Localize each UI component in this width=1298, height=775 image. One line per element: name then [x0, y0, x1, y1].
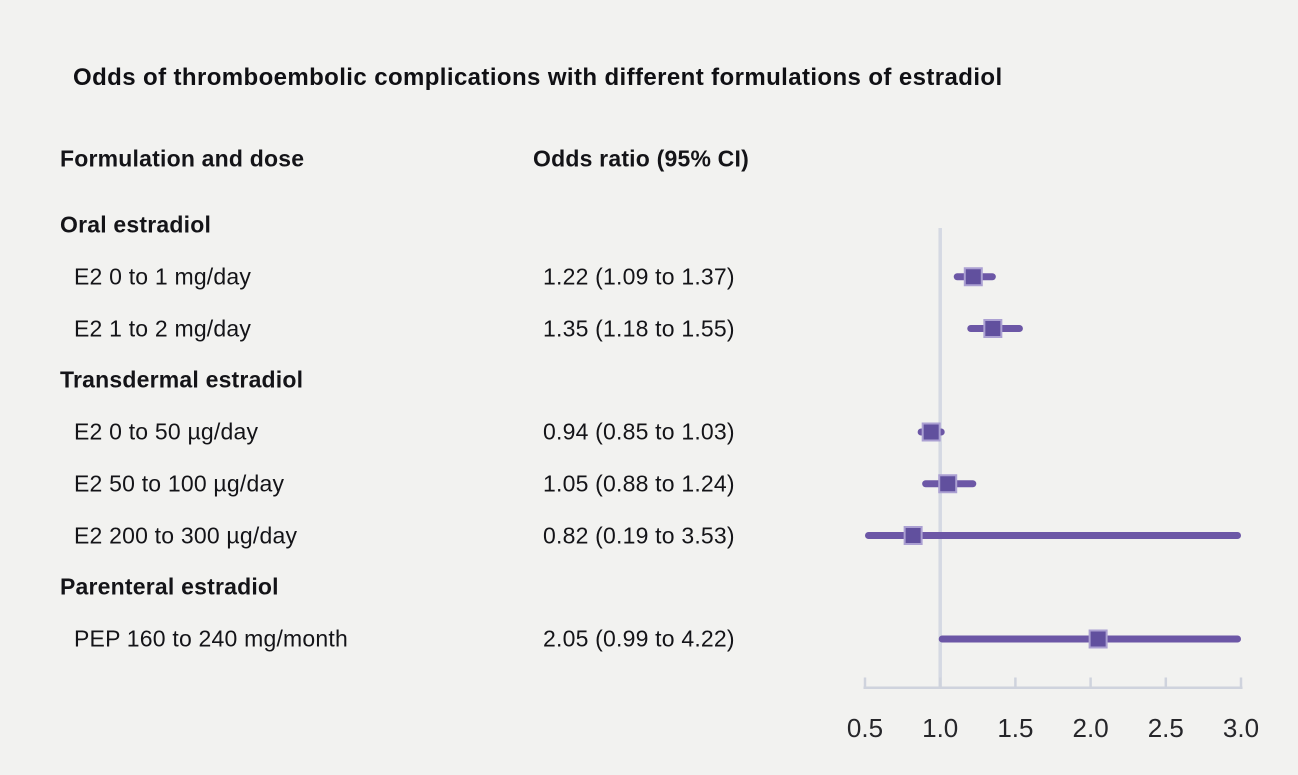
odds-ratio-value: 1.22 (1.09 to 1.37) — [543, 263, 735, 290]
x-axis-tick — [1240, 678, 1243, 687]
or-marker — [984, 320, 1001, 337]
group-header-label: Oral estradiol — [60, 211, 212, 238]
item-label: E2 1 to 2 mg/day — [74, 315, 252, 341]
x-axis-tick-label: 0.5 — [846, 713, 884, 743]
item-label: PEP 160 to 240 mg/month — [74, 625, 348, 652]
odds-ratio-value: 0.94 (0.85 to 1.03) — [543, 418, 735, 445]
x-axis-line — [864, 687, 1243, 690]
group-header-label: Parenteral estradiol — [60, 573, 279, 600]
column-header-odds-ratio: Odds ratio (95% CI) — [533, 145, 749, 172]
item-label: E2 50 to 100 µg/day — [74, 470, 285, 497]
x-axis-tick — [1089, 678, 1092, 687]
odds-ratio-value: 1.05 (0.88 to 1.24) — [543, 470, 735, 497]
x-axis-tick — [864, 678, 867, 687]
or-marker — [905, 527, 922, 544]
x-axis-tick-label: 2.5 — [1147, 713, 1184, 743]
figure-title: Odds of thromboembolic complications with different formulations of estradiol — [73, 64, 1003, 91]
or-marker — [965, 268, 982, 285]
item-label: E2 0 to 50 µg/day — [74, 418, 259, 445]
item-label: E2 200 to 300 µg/day — [74, 522, 298, 548]
column-header-formulation: Formulation and dose — [60, 145, 305, 172]
reference-line — [938, 228, 942, 689]
x-axis-tick-label: 2.0 — [1072, 713, 1109, 743]
x-axis-tick — [1165, 678, 1168, 687]
x-axis-tick — [939, 678, 942, 687]
x-axis-tick-label: 1.5 — [997, 713, 1034, 743]
group-header-label: Transdermal estradiol — [60, 366, 304, 393]
odds-ratio-value: 0.82 (0.19 to 3.53) — [543, 522, 735, 548]
odds-ratio-value: 2.05 (0.99 to 4.22) — [543, 625, 735, 652]
odds-ratio-value: 1.35 (1.18 to 1.55) — [543, 315, 735, 341]
or-marker — [923, 424, 940, 441]
x-axis-tick-label: 1.0 — [922, 713, 959, 743]
x-axis-tick — [1014, 678, 1017, 687]
x-axis-tick-label: 3.0 — [1222, 713, 1260, 743]
or-marker — [939, 475, 956, 492]
or-marker — [1090, 631, 1107, 648]
item-label: E2 0 to 1 mg/day — [74, 263, 252, 290]
